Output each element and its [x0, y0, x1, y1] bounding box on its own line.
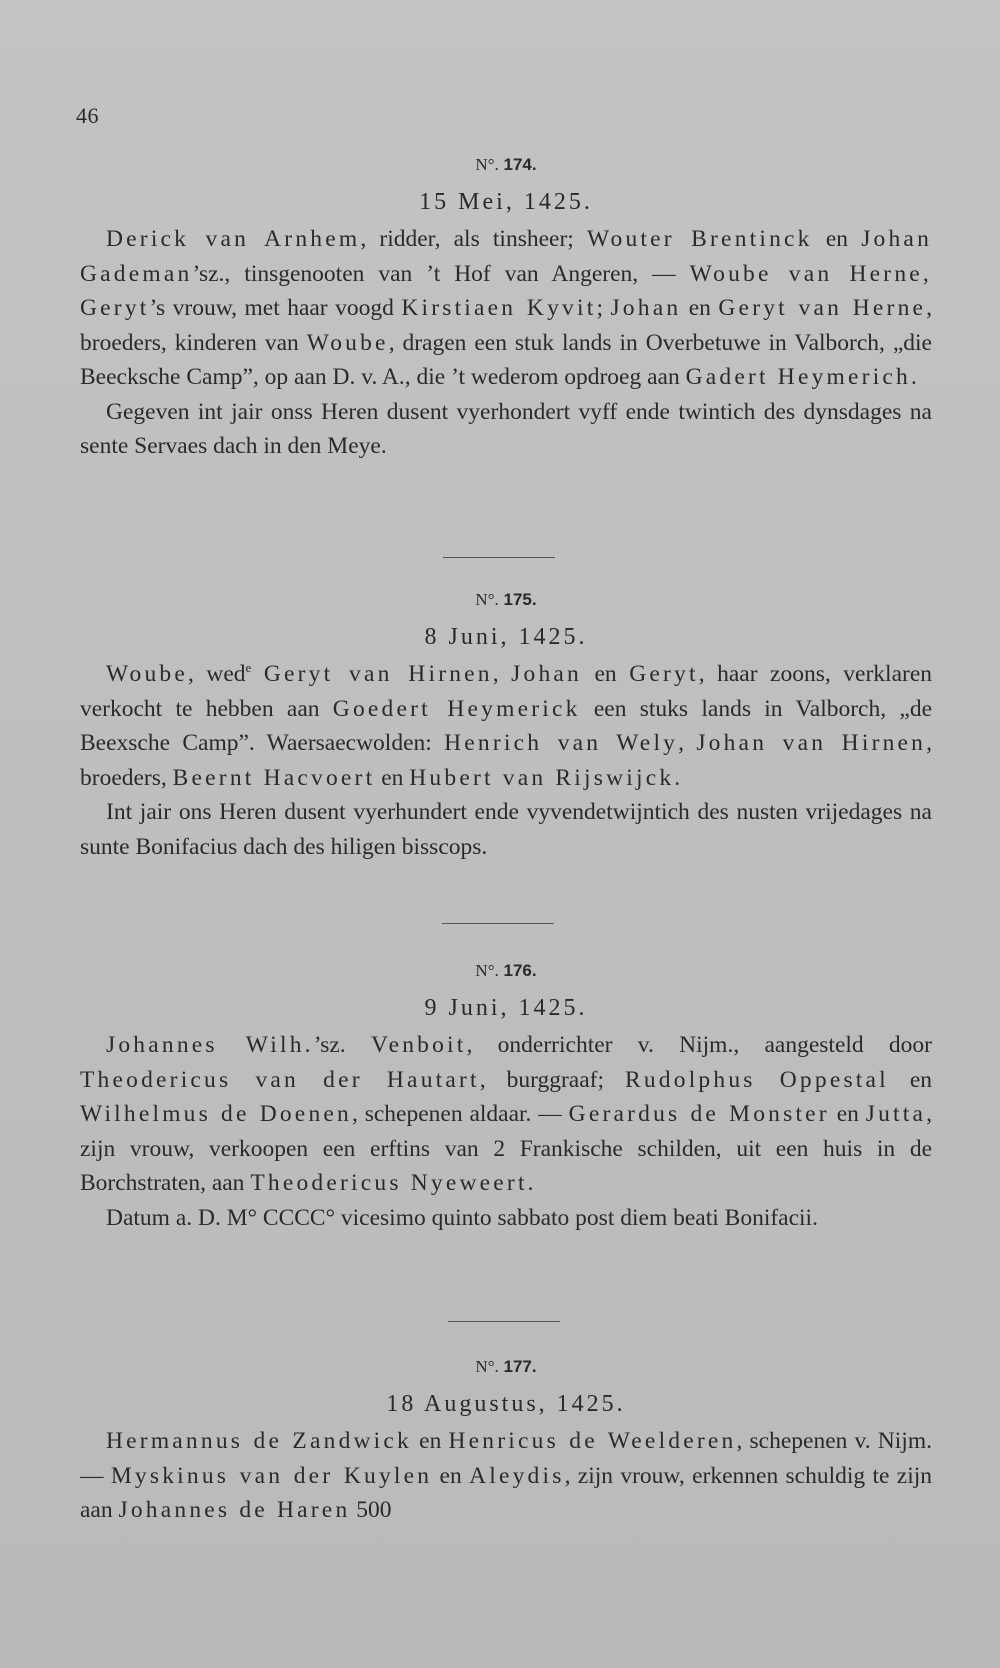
spaced-name: Johannes de Haren	[118, 1497, 351, 1523]
text-segment: , haar zoons, verklaren verkocht te hebben aan	[80, 661, 932, 722]
spaced-name: Johan Gademan	[80, 226, 933, 287]
text-segment: en	[375, 764, 410, 791]
text-segment: , broeders,	[80, 730, 933, 791]
entry-175	[80, 587, 932, 864]
text-segment: en	[888, 1066, 933, 1093]
entry-number-value: 177.	[503, 1357, 537, 1376]
entry-summary	[80, 222, 932, 395]
text-segment: en	[812, 226, 862, 252]
text-segment: ,	[678, 730, 697, 756]
spaced-name: Beernt Hacvoert	[172, 764, 376, 791]
entry-number-value: 174.	[503, 155, 537, 174]
spaced-name: Goedert Heymerick	[332, 695, 581, 722]
text-segment: , wed	[187, 661, 246, 687]
entry-date: 9 Juni, 1425.	[424, 995, 588, 1021]
entry-176	[80, 958, 932, 1235]
text-segment: .	[674, 764, 681, 791]
spaced-name: Hubert van Rijswijck	[409, 764, 675, 791]
text-segment: , broeders, kinderen van	[80, 295, 933, 356]
entry-number	[80, 958, 932, 984]
spaced-name: Derick van Arnhem	[106, 226, 361, 252]
text-segment: en	[581, 661, 630, 687]
entry-number-prefix: N°.	[475, 1357, 499, 1376]
section-divider	[443, 557, 555, 558]
entry-dating-clause: Int jair ons Heren dusent vyerhundert ende vyvendetwijntich des nusten vrijedages na sunte Bonifacius dach des hiligen bisscops.	[80, 799, 932, 860]
entry-dating-clause: Datum a. D. M° CCCC° vicesimo quinto sabbato post diem beati Bonifacii.	[106, 1204, 818, 1231]
spaced-name: Rudolphus Oppestal	[624, 1066, 889, 1093]
spaced-name: Geryt	[629, 661, 699, 687]
text-segment: ;	[596, 295, 611, 321]
spaced-name: Woube van Herne, Geryt	[80, 260, 932, 321]
entry-number	[80, 587, 932, 613]
text-segment: ’s vrouw, met haar voogd	[149, 295, 402, 321]
text-segment: , zijn vrouw, verkoopen een erftins van 2 Frankische schilden, uit een huis in de Borchstraten, aan	[80, 1101, 933, 1196]
entry-number-value: 176.	[503, 961, 537, 980]
section-divider	[442, 923, 554, 924]
text-segment: , ridder, als tinsheer;	[360, 226, 587, 252]
spaced-name: Woube	[306, 329, 389, 356]
text-segment: , zijn vrouw, erkennen schuldig te zijn aan	[80, 1462, 932, 1523]
spaced-name: Theodericus van der Hautart	[80, 1066, 480, 1093]
text-segment	[251, 661, 264, 687]
spaced-name: Aleydis	[469, 1462, 565, 1489]
spaced-name: Johan van Hirnen	[696, 730, 927, 756]
spaced-name: Geryt van Herne	[718, 295, 927, 321]
text-segment: , burggraaf;	[479, 1066, 625, 1093]
spaced-name: Wilhelmus de Doenen	[80, 1101, 352, 1127]
text-segment: .	[911, 364, 917, 390]
spaced-name: Gerardus de Monster	[568, 1101, 830, 1127]
spaced-name: Jutta	[865, 1101, 927, 1127]
spaced-name: Johan	[511, 661, 582, 687]
entry-date: 8 Juni, 1425.	[424, 624, 588, 650]
page-number: 46	[76, 103, 99, 128]
text-segment: , dragen een stuk lands in Overbetuwe in Valborch, „die Beecksche Camp”, op aan D. v. A., die ’t wederom opdroeg aan	[80, 329, 932, 390]
text-segment: , schepenen v. Nijm. —	[80, 1428, 932, 1489]
text-segment: , onderrichter v. Nijm., aangesteld door	[466, 1032, 933, 1058]
spaced-name: Wouter Brentinck	[587, 226, 813, 252]
text-segment: en	[412, 1428, 449, 1454]
text-segment: ’sz., tinsgenooten van ’t Hof van Angeren, —	[192, 260, 690, 287]
spaced-name: Myskinus van der Kuylen	[110, 1462, 433, 1489]
text-segment: ,	[492, 661, 512, 687]
spaced-name: Kirstiaen Kyvit	[401, 295, 597, 321]
entry-dating-clause: Gegeven int jair onss Heren dusent vyerhondert vyff ende twintich des dynsdages na sente Servaes dach in den Meye.	[80, 398, 932, 459]
entry-174	[80, 152, 932, 464]
spaced-name: Woube	[106, 661, 188, 687]
text-segment: en	[432, 1462, 470, 1489]
spaced-name: Gadert Heymerich	[685, 364, 912, 390]
text-segment: een stuks lands in Valborch, „de Beexsche Camp”. Waersaecwolden:	[80, 695, 932, 756]
spaced-name: Geryt van Hirnen	[263, 661, 493, 687]
spaced-name: Hermannus de Zandwick	[106, 1428, 412, 1454]
entry-number	[80, 152, 932, 178]
text-segment: e	[245, 660, 252, 676]
entry-number-prefix: N°.	[475, 155, 499, 174]
spaced-name: Henrich van Wely	[444, 730, 679, 756]
spaced-name: Johan	[610, 295, 682, 321]
entry-date: 15 Mei, 1425.	[419, 189, 593, 215]
text-segment: , schepenen aldaar. —	[351, 1101, 569, 1127]
entry-summary	[80, 1424, 932, 1528]
entry-summary	[80, 657, 932, 795]
entry-number	[80, 1354, 932, 1380]
text-segment: ’sz.	[313, 1032, 371, 1058]
section-divider	[448, 1321, 560, 1322]
entry-number-prefix: N°.	[475, 961, 499, 980]
text-segment: 500	[350, 1497, 392, 1523]
text-segment: .	[527, 1170, 534, 1196]
entry-number-value: 175.	[503, 590, 537, 609]
text-segment: en	[829, 1101, 866, 1127]
spaced-name: Henricus de Weelderen	[448, 1428, 737, 1454]
spaced-name: Venboit	[371, 1032, 467, 1058]
spaced-name: Theodericus Nyeweert	[250, 1170, 528, 1196]
entry-number-prefix: N°.	[475, 590, 499, 609]
entry-date: 18 Augustus, 1425.	[386, 1391, 626, 1417]
text-segment: en	[681, 295, 719, 321]
entry-177	[80, 1354, 932, 1528]
spaced-name: Johannes Wilh.	[106, 1032, 314, 1058]
entry-summary	[80, 1028, 932, 1201]
